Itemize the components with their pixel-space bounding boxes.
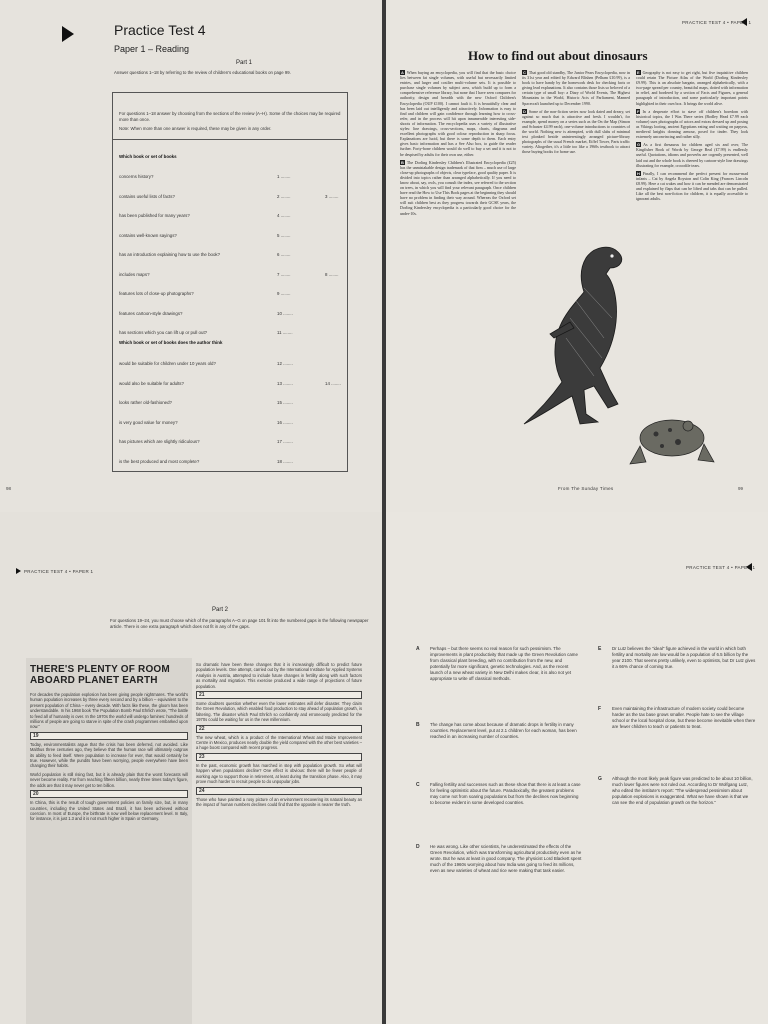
question-text: contains well-known sayings? (119, 232, 177, 238)
article-headline: How to find out about dinosaurs (468, 48, 648, 63)
frog-illustration (626, 404, 716, 474)
option-letter: C (416, 782, 420, 788)
page-101 (386, 512, 768, 1024)
section-letter-c: C (523, 70, 526, 75)
question-row (119, 194, 347, 199)
answer-blank[interactable]: 16 ........ (277, 419, 293, 425)
section-letter-a: A (401, 70, 404, 75)
question-text: has pictures which are slightly ridiculous? (119, 439, 200, 444)
question-text: contains useful lists of facts? (119, 193, 175, 199)
section-letter-b: B (401, 159, 404, 165)
question-row (119, 174, 347, 179)
dinosaur-illustration (514, 218, 644, 443)
answer-blank[interactable]: 18 ........ (277, 458, 293, 464)
article-column-2: C That good old standby, The Junior Pears Encyclopedia, now in its 31st year and edited by Edward Blishen (Pelham £10.99), is a book to have handy by the homework desk for checking facts or giving lead explanations. It also contains those lists so beloved of a certain type of small boy: a Diary of World Events, The Highest Mountains in the World, Historic Acts of Parliament, Manned Spacecraft launched up to December 1990. D Some of the non-fiction series now look dated and dreary, set against so much that is attractive and fresh. I wouldn't, for example, spend money on a series such as the On the Map (Simon and Schuster £4.99 each), one-volume introductions to countries of the world. Nothing new is attempted, with dull slabs of minimal text plonked beside uninterestingly arranged picture-library photographs of the usual French market, Eiffel Tower, Paris traffic variety. Altogether, it's a little too like a 1960s textbook to attract those buying books for home use. (522, 70, 630, 155)
option-letter: B (416, 722, 420, 728)
paper-subtitle: Paper 1 – Reading (114, 44, 190, 54)
answer-blank[interactable]: 5 ........ (277, 232, 291, 238)
question-row (119, 330, 347, 335)
paragraph: Some doubters question whether even the lower estimates will defer disaster. They claim the Green Revolution, which enabled food production to stay ahead of population growth, is faltering. The disaster which Paul Ehrlich so confidently and erroneously predicted for the 1970s could be waiting for us in the new millennium. (196, 701, 362, 723)
option-text: He was wrong. Like other scientists, he underestimated the effects of the Green Revolution, which was transforming agricultural productivity even as he wrote. But he was at least in good company. The physicist Lord Blackett spent much of the 1960s worrying about how India was going to feed its millions, even as new varieties of wheat and rice were making that task easier. (430, 844, 582, 873)
answer-blank[interactable]: 10 ........ (277, 310, 293, 316)
page-100 (0, 512, 382, 1024)
page-title: Practice Test 4 (114, 22, 206, 38)
option-text: Dr Lutz believes the "ideal" figure achieved in the world in which both fertility and mortality are low would be a population of 6.5 billion by the year 2100. That seems pretty unlikely, even to optimists, but Dr Lutz gives it a 66% chance of coming true. (612, 646, 756, 669)
divider (113, 139, 347, 140)
instructions: For questions 19–24, you must choose which of the paragraphs A–G on page 101 fit into the numbered gaps in the following newspaper article. There is one extra paragraph which does not fit in any of the gaps. (110, 618, 369, 629)
question-text: looks rather old-fashioned? (119, 400, 172, 405)
instructions: Answer questions 1–18 by referring to the review of children's educational books on page 99. (114, 70, 291, 75)
question-row (119, 361, 347, 366)
answer-blank[interactable]: 15 ........ (277, 400, 293, 405)
paragraph: The new wheat, which is a product of the International Wheat and Maize Improvement Centre in Mexico, produces nearly double the yield compared with the other best varieties – a huge boost compared with recent progress. (196, 734, 362, 751)
article-column-1: A When buying an encyclopedia, you will find that the basic choice lies between fat single volumes, with useful but necessarily limited entries, and larger and costlier multi-volume sets. It is possible to purchase single volumes by subject area, which build up to form a comprehensive reference library, but none that I have seen compares for authority, design and breadth with the new Oxford Children's Encyclopedia (OUP £100). I cannot fault it. It is beautifully clear and has been laid out intelligently and attractively. Information is easy to find and children will gain confidence through learning how to cross-refer, and in the process will hit upon innumerable interesting side-shoots of information. The encyclopedia uses a variety of illustrative styles: line drawings, cross-sections, maps, charts, diagrams and excellent photographs with good colour reproduction in sharp focus. Explanations are lucid, but there is some depth to them. Each entry gives basic information and has a See Also box, to guide the reader further. Forty-bone children would do well to buy a set and it is not to be despised by adults for their own use, either. B The Dorling Kindersley Children's Illustrated Encyclopedia (£25) has the unmistakable design trademark of that firm – much use of large close-up photographs of objects, clear typeface, good quality paper. It is divided into topics rather than arranged alphabetically. If you need to know about, say, owls, you consult the index, see referred to the section on trees, in which you will find your relevant paragraph. Once children have read the How to Use This Book pages at the beginning they should have no problem in finding their way around. Whereas the Oxford set will suit children best as they progress towards their GCSE years, the Dorling Kindersley encyclopedia is a particularly good choice for the under-10s. (400, 70, 516, 216)
option-letter: E (598, 646, 602, 652)
page-98 (0, 0, 382, 512)
option-text: Falling fertility and successes such as these show that there is at least a case for feeling optimistic about the future. Paradoxically, the greatest problems may come not from soaring populations but from the declines now beginning to become evident in some developed countries. (430, 782, 581, 805)
gap-23[interactable]: 23 (196, 753, 362, 761)
option-text: The change has come about because of dramatic drops in fertility in many countries. Replacement level, put at 2.1 children for each woman, has been reached in an increasing number of countries. (430, 722, 577, 739)
section-letter-e: E (637, 70, 640, 75)
question-row (119, 420, 347, 425)
question-row (119, 233, 347, 238)
paragraph: Those who have painted a rosy picture of an environment recovering its natural beauty as the impact of human numbers declines could find that the opposite is nearer the truth. (196, 796, 362, 807)
section-letter-f: F (637, 108, 640, 114)
section-letter-h: H (637, 170, 640, 176)
page-99 (386, 0, 768, 512)
paragraph-option-a (416, 646, 582, 682)
question-text: would be suitable for children under 10 years old? (119, 361, 216, 366)
paragraph: In China, this is the result of tough government policies on family size, but, in many countries, including the United States and Brazil, it has been achieved without coercion. In most of Europe, the birthrate is now well below replacement level. In Italy, for instance, it is just 1.3 and it is not much higher in Spain or Germany. (30, 800, 188, 822)
question-row (119, 381, 347, 386)
question-text: is the best produced and most complete? (119, 458, 200, 464)
paragraph-option-e (598, 646, 756, 670)
answer-blank[interactable]: 4 ........ (277, 213, 291, 218)
paragraph-option-g (598, 776, 756, 806)
answer-blank[interactable]: 2 ........ (277, 193, 291, 199)
article-col-1 (30, 692, 188, 822)
section-letter-d: D (523, 108, 526, 114)
question-row (119, 291, 347, 296)
arrow-icon (16, 568, 21, 574)
question-row (119, 252, 347, 257)
article-col-2 (196, 662, 362, 1024)
answer-blank[interactable]: 11 ........ (277, 330, 293, 335)
paragraph-option-b (416, 722, 582, 740)
gap-19[interactable]: 19 (30, 732, 188, 740)
article-headline: THERE'S PLENTY OF ROOM ABOARD PLANET EARTH (30, 664, 170, 686)
question-text: has sections which you can lift up or pull out? (119, 330, 208, 335)
question-row (119, 439, 347, 444)
question-row (119, 400, 347, 405)
answer-blank[interactable]: 17 ........ (277, 439, 293, 444)
section-letter-g: G (637, 142, 641, 148)
question-text: features lots of close-up photographs? (119, 291, 194, 296)
part-label: Part 1 (236, 60, 253, 66)
option-text: Even maintaining the infrastructure of modern society could become harder as the tax base grows smaller. People hate to see the village school or the local hospital close, but these become inevitable when there are fewer children to teach or patients to treat. (612, 706, 756, 729)
running-head: PRACTICE TEST 4 • PAPER 1 (682, 20, 752, 25)
group2-heading: Which book or set of books does the author think (119, 340, 223, 345)
question-row (119, 459, 347, 464)
paragraph-option-f (598, 706, 756, 730)
part-label: Part 2 (212, 607, 229, 613)
arrow-left-icon (741, 18, 747, 26)
arrow-left-icon (746, 563, 752, 571)
answer-blank[interactable]: 1 ........ (277, 174, 291, 179)
question-text: has an introduction explaining how to use the book? (119, 252, 221, 257)
paragraph: So dramatic have been these changes that it is increasingly difficult to predict future population levels. One attempt, carried out by the International Institute for Applied Systems Analysis in Austria, attempted to include future changes in fertility along with such factors as mortality and migration. This exercise produced a wide range of projections of future population. (196, 662, 362, 689)
article-panel (26, 658, 192, 1024)
box-note: Note: When more than one answer is required, these may be given in any order. (119, 126, 272, 131)
question-text: would also be suitable for adults? (119, 380, 184, 386)
paragraph: World population is still rising fast, but it is already plain that the worst forecasts will never become reality. Far from reaching fifteen billion, nearly three times today's figure, the odds are that it may never get to ten billion. (30, 771, 188, 788)
answer-blank[interactable]: 12 ........ (277, 361, 293, 366)
option-letter: D (416, 844, 420, 850)
article-column-3: E Geography is not easy to get right, but five inquisitive children could retain The Picture Atlas of the World (Dorling Kindersley £9.99). This is an absolute bargain, arranged alphabetically, with a two-page spread per country, beautiful maps, dotted with information in relief, and bordered by a section of Facts and Figures, a general paragraph of introduction, and some particularly important points highlighted in their own box. It brings the world alive. F In a desperate effort to stave off children's boredom with historical topics, the I Was There series (Bodley Head £7.99 each volume) uses photographs of actors and extras dressed up and posing as Vikings looting, ancient Egyptians eating and waiting on papyrus, medieval knights donning armour, posed for tinder. They look extremely unconvincing and rather silly. G As a first thesaurus for children aged six and over, The Kingfisher Book of Words by George Beal (£7.99) is endlessly useful. Quotations, idioms and proverbs are cogently presented, well laid out and the whole book is cheered by cartoon-style line drawings illustrating for example, crocodile tears. H Finally, I can recommend the perfect present for mouse-mad infants – Cat by Angela Royston and Colin King (Frances Lincoln £8.99). Here a cat wakes and how it can be mended are demonstrated and explained by flaps that can be lifted and tabs that can be pulled. Like all the best non-fiction for children, it is equally accessible to ignorant adults. (636, 70, 748, 202)
arrow-icon (62, 26, 74, 42)
answer-blank[interactable]: 13 ........ (277, 380, 293, 386)
paragraph-option-d (416, 844, 582, 874)
question-text: includes maps? (119, 271, 150, 277)
paragraph-option-c (416, 782, 582, 806)
answer-blank[interactable]: 6 ........ (277, 252, 291, 257)
option-text: Although the most likely peak figure was predicted to be about 10 billion, much lower figures were not ruled out. According to Dr Wolfgang Lutz, who edited the institute's report: "The widespread pessimism about population explosions is exaggerated. What we have shown is that we can see the end of population growth on the horizon." (612, 776, 753, 805)
question-text: features cartoon-style drawings? (119, 310, 183, 316)
answer-blank[interactable]: 7 ........ (277, 271, 291, 277)
answer-blank[interactable]: 9 ........ (277, 291, 291, 296)
gap-20[interactable]: 20 (30, 790, 188, 798)
question-row (119, 311, 347, 316)
gap-21[interactable]: 21 (196, 691, 362, 699)
option-text: Perhaps – but there seems no real reason for such pessimism. The improvements in plant productivity that made up the Green Revolution came from classical plant breeding, with no contribution from the new, and potentially far more significant, genetic technologies. And, as the recent launch of a new wheat variety in New Delhi makes clear, it is also not yet appropriate to write off classical methods. (430, 646, 578, 681)
bottom-spread (0, 512, 768, 1024)
question-text: has been published for many years? (119, 213, 190, 218)
paragraph: Today, environmentalists argue that the crisis has been deferred, not avoided. Like Malthus three centuries ago, they believe that the human race will ultimately outgrow its ability to feed itself. Were population to increase for ever, that would certainly be true. However, while the pundits have been worrying, people everywhere have been changing their habits. (30, 741, 188, 769)
question-row (119, 213, 347, 218)
option-letter: F (598, 706, 602, 712)
paragraph: For decades the population explosion has been giving people nightmares. The world's human population increases by three every second and by a billion – equivalent to the present population of China – every decade. With facts like these, the gloom has been understandable. In his 1968 book The Population Bomb Paul Ehrlich wrote, "The battle to feed all of humanity is over. In the 1970s the world will undergo famines: hundreds of millions of people are going to starve in spite of the crash programmes embarked upon now." (30, 692, 188, 730)
source-credit: From The Sunday Times (558, 486, 614, 491)
running-head: PRACTICE TEST 4 • PAPER 1 (686, 565, 756, 570)
answer-blank[interactable]: 14 ........ (325, 380, 341, 386)
page-number: 99 (738, 486, 744, 491)
answer-blank[interactable]: 3 ........ (325, 193, 339, 199)
option-letter: A (416, 646, 420, 652)
box-instructions: For questions 1–18 answer by choosing from the sections of the review (A–H). Some of the choices may be required more than once. (119, 111, 341, 122)
paragraph: In the past, economic growth has marched in step with population growth. So what will happen when populations decline? One effect is obvious: there will be fewer people of working age to support those in retirement, at least during the transition phase. Also, it may prove much harder to recruit people to do unpopular jobs. (196, 762, 362, 785)
question-text: concerns history? (119, 174, 154, 179)
group1-heading: Which book or set of books (119, 154, 177, 159)
question-row (119, 272, 347, 277)
answer-blank[interactable]: 8 ........ (325, 271, 339, 277)
gap-22[interactable]: 22 (196, 725, 362, 733)
running-head: PRACTICE TEST 4 • PAPER 1 (24, 569, 94, 574)
page-number: 98 (6, 486, 12, 491)
gap-24[interactable]: 24 (196, 787, 362, 795)
option-letter: G (598, 776, 602, 782)
question-text: is very good value for money? (119, 419, 178, 425)
questions-box (112, 92, 348, 472)
